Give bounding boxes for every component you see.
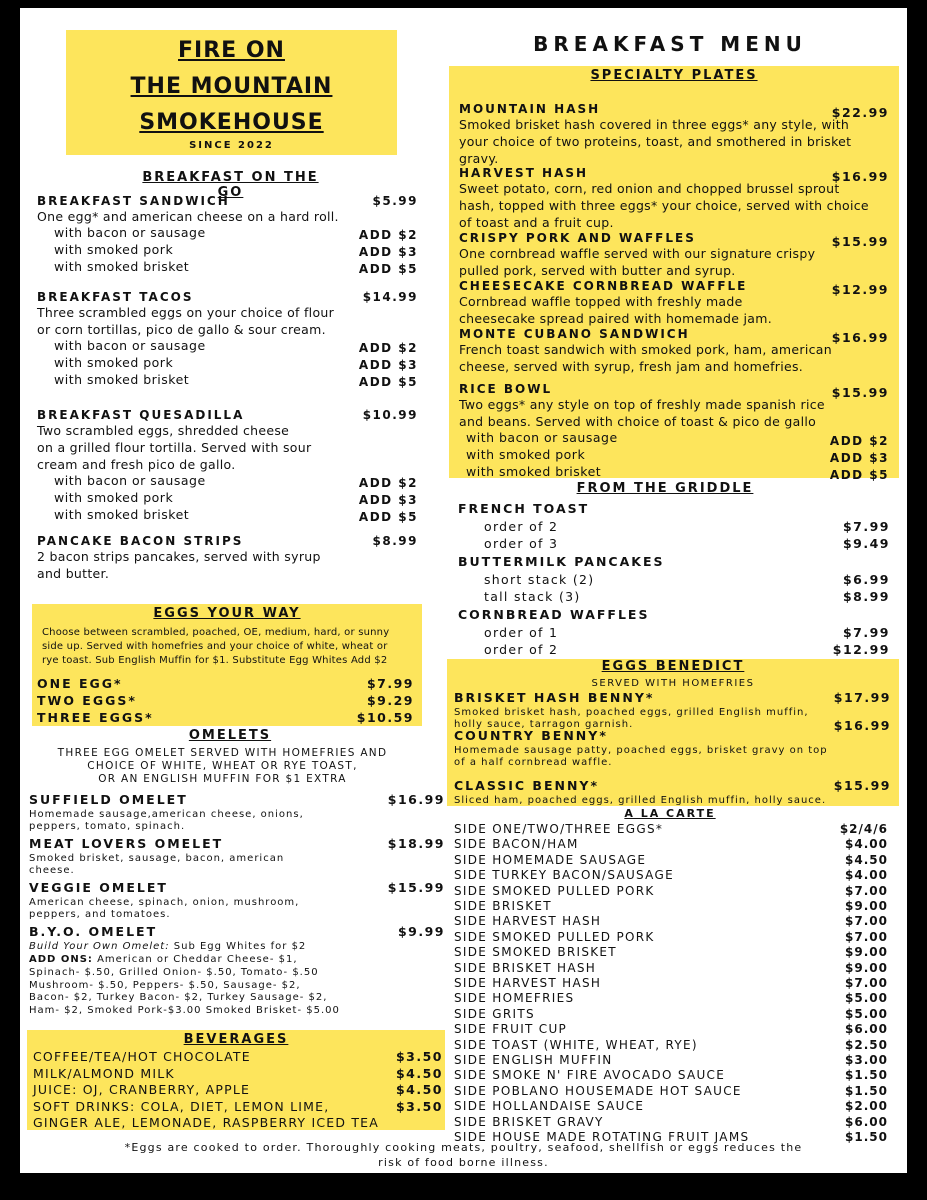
addon-label: with smoked pork bbox=[54, 355, 174, 370]
a-la-carte-item: SIDE BRISKET bbox=[454, 899, 552, 913]
eggs-benedict-box bbox=[447, 659, 899, 806]
specialty-item-description: of toast and a fruit cup. bbox=[459, 215, 614, 230]
omelet-description: peppers, and tomatoes. bbox=[29, 909, 171, 920]
eggs-your-way-description: side up. Served with homefries and your choice of white, wheat or bbox=[42, 641, 388, 652]
benedict-description: Sliced ham, poached eggs, grilled English muffin, holly sauce. bbox=[454, 795, 827, 806]
omelet-price: $15.99 bbox=[387, 880, 445, 895]
a-la-carte-price: $9.00 bbox=[845, 960, 888, 975]
specialty-addon-price: ADD $2 bbox=[829, 434, 889, 448]
beverage-price: $4.50 bbox=[395, 1065, 443, 1081]
griddle-option: tall stack (3) bbox=[484, 589, 581, 604]
specialty-addon-price: ADD $3 bbox=[829, 451, 889, 465]
addon-label: with bacon or sausage bbox=[54, 225, 206, 240]
a-la-carte-price: $5.00 bbox=[845, 991, 888, 1006]
specialty-item-description: Two eggs* any style on top of freshly made spanish rice bbox=[459, 397, 825, 412]
specialty-item-description: Cornbread waffle topped with freshly made bbox=[459, 294, 743, 309]
a-la-carte-item: SIDE BRISKET HASH bbox=[454, 960, 597, 975]
a-la-carte-price: $1.50 bbox=[845, 1130, 888, 1144]
addons-label: ADD ONS: bbox=[29, 954, 93, 965]
addons-line bbox=[29, 953, 429, 966]
specialty-item-description: pulled pork, served with butter and syrup. bbox=[459, 263, 736, 278]
specialty-item-name: CHEESECAKE CORNBREAD WAFFLE bbox=[459, 279, 748, 293]
a-la-carte-item: SIDE HARVEST HASH bbox=[454, 976, 602, 990]
logo-line-2: THE MOUNTAIN bbox=[130, 74, 333, 99]
egg-option-name: THREE EGGS* bbox=[37, 710, 154, 725]
a-la-carte-item: SIDE ENGLISH MUFFIN bbox=[454, 1053, 613, 1067]
addons-line: Bacon- $2, Turkey Bacon- $2, Turkey Sausage- $2, bbox=[29, 992, 328, 1003]
specialty-item-name: MONTE CUBANO SANDWICH bbox=[459, 327, 690, 341]
addon-price: ADD $3 bbox=[358, 245, 418, 259]
a-la-carte-item: SIDE SMOKED PULLED PORK bbox=[454, 883, 655, 898]
griddle-option: order of 3 bbox=[484, 536, 559, 551]
a-la-carte-item: SIDE BRISKET GRAVY bbox=[454, 1114, 604, 1129]
omelet-name: B.Y.O. OMELET bbox=[29, 924, 158, 939]
menu-item-description: Three scrambled eggs on your choice of flour bbox=[37, 305, 335, 320]
griddle-group-name: FRENCH TOAST bbox=[458, 501, 590, 516]
addon-price: ADD $2 bbox=[358, 228, 418, 242]
omelet-description: American cheese, spinach, onion, mushroom, bbox=[29, 897, 300, 908]
logo-line-1: FIRE ON bbox=[178, 38, 285, 63]
a-la-carte-item: SIDE HARVEST HASH bbox=[454, 914, 602, 929]
addon-price: ADD $3 bbox=[358, 358, 418, 372]
menu-item-price: $14.99 bbox=[362, 290, 418, 304]
griddle-option-price: $6.99 bbox=[842, 572, 890, 587]
griddle-option: order of 1 bbox=[484, 625, 559, 640]
benedict-price: $15.99 bbox=[833, 778, 891, 793]
specialty-item-description: your choice of two proteins, toast, and smothered in brisket bbox=[459, 134, 852, 149]
omelets-intro: THREE EGG OMELET SERVED WITH HOMEFRIES AND bbox=[57, 747, 388, 759]
a-la-carte-price: $7.00 bbox=[845, 929, 888, 944]
beverage-price: $3.50 bbox=[395, 1049, 443, 1064]
specialty-item-description: French toast sandwich with smoked pork, ham, american bbox=[459, 342, 832, 357]
a-la-carte-price: $5.00 bbox=[845, 1006, 888, 1021]
section-title-beverages: BEVERAGES bbox=[183, 1032, 289, 1047]
specialty-addon-label: with smoked pork bbox=[466, 447, 586, 462]
omelet-name: SUFFIELD OMELET bbox=[29, 792, 188, 807]
specialty-item-description: and beans. Served with choice of toast & pico de gallo bbox=[459, 414, 817, 429]
addon-label: with smoked brisket bbox=[54, 507, 190, 522]
a-la-carte-price: $7.00 bbox=[845, 976, 888, 990]
benedict-description: holly sauce, tarragon garnish. bbox=[454, 719, 634, 730]
a-la-carte-price: $4.50 bbox=[845, 852, 888, 867]
egg-option-price: $9.29 bbox=[366, 693, 414, 708]
specialty-item-name: HARVEST HASH bbox=[459, 166, 589, 180]
a-la-carte-price: $9.00 bbox=[845, 945, 888, 960]
a-la-carte-item: SIDE HOLLANDAISE SAUCE bbox=[454, 1099, 645, 1114]
specialty-item-price: $16.99 bbox=[831, 330, 889, 345]
griddle-option: order of 2 bbox=[484, 642, 559, 657]
a-la-carte-item: SIDE FRUIT CUP bbox=[454, 1022, 568, 1037]
griddle-option: short stack (2) bbox=[484, 572, 595, 587]
specialty-item-price: $15.99 bbox=[831, 234, 889, 249]
menu-item-description: 2 bacon strips pancakes, served with syrup bbox=[37, 549, 321, 564]
addons-line: Ham- $2, Smoked Pork-$3.00 Smoked Brisket- $5.00 bbox=[29, 1004, 340, 1016]
logo-block bbox=[66, 30, 397, 155]
specialty-item-name: RICE BOWL bbox=[459, 382, 553, 396]
specialty-item-price: $16.99 bbox=[831, 169, 889, 184]
specialty-item-name: CRISPY PORK AND WAFFLES bbox=[459, 231, 696, 245]
a-la-carte-price: $6.00 bbox=[845, 1114, 888, 1129]
a-la-carte-item: SIDE SMOKE N' FIRE AVOCADO SAUCE bbox=[454, 1068, 726, 1083]
logo-since: SINCE 2022 bbox=[189, 140, 274, 151]
menu-item-description: Two scrambled eggs, shredded cheese bbox=[37, 423, 290, 438]
section-title-eggs-your-way: EGGS YOUR WAY bbox=[153, 606, 301, 621]
benedict-subtitle: SERVED WITH HOMEFRIES bbox=[591, 678, 755, 689]
egg-option-name: TWO EGGS* bbox=[37, 693, 137, 708]
addon-price: ADD $5 bbox=[358, 510, 418, 524]
beverage-name: GINGER ALE, LEMONADE, RASPBERRY ICED TEA bbox=[33, 1115, 380, 1130]
menu-item-price: $5.99 bbox=[372, 194, 418, 208]
a-la-carte-price: $4.00 bbox=[845, 837, 888, 852]
omelet-description: Homemade sausage,american cheese, onions, bbox=[29, 809, 304, 820]
section-title-benedict: EGGS BENEDICT bbox=[601, 659, 745, 674]
egg-option-price: $7.99 bbox=[366, 676, 414, 691]
specialty-plates-box bbox=[449, 66, 899, 482]
griddle-option-price: $9.49 bbox=[842, 536, 890, 551]
a-la-carte-item: SIDE GRITS bbox=[454, 1006, 535, 1021]
eggs-your-way-description: rye toast. Sub English Muffin for $1. Substitute Egg Whites Add $2 bbox=[42, 655, 388, 666]
specialty-item-description: hash, topped with three eggs* your choice, served with choice bbox=[459, 198, 869, 213]
beverages-box bbox=[27, 1030, 445, 1130]
a-la-carte-price: $6.00 bbox=[845, 1022, 888, 1037]
a-la-carte-price: $2/4/6 bbox=[839, 822, 888, 836]
beverage-price: $3.50 bbox=[395, 1098, 443, 1114]
menu-title: BREAKFAST MENU bbox=[533, 32, 807, 56]
beverage-price: $4.50 bbox=[395, 1082, 443, 1097]
a-la-carte-item: SIDE HOMEFRIES bbox=[454, 991, 575, 1006]
a-la-carte-item: SIDE TURKEY BACON/SAUSAGE bbox=[454, 868, 674, 883]
specialty-item-description: Smoked brisket hash covered in three eggs* any style, with bbox=[459, 117, 850, 132]
addon-label: with bacon or sausage bbox=[54, 473, 206, 488]
a-la-carte-price: $2.50 bbox=[845, 1037, 888, 1052]
menu-item-price: $10.99 bbox=[362, 408, 418, 422]
byo-sub-text: Sub Egg Whites for $2 bbox=[169, 941, 307, 952]
a-la-carte-price: $4.00 bbox=[845, 868, 888, 883]
menu-item-name: BREAKFAST QUESADILLA bbox=[37, 408, 245, 422]
section-title-specialty: SPECIALTY PLATES bbox=[590, 68, 758, 83]
footer-disclaimer-1: *Eggs are cooked to order. Thoroughly cooking meats, poultry, seafood, shellfish or eggs reduces the bbox=[124, 1141, 803, 1154]
section-title-a-la-carte: A LA CARTE bbox=[624, 807, 716, 820]
a-la-carte-item: SIDE TOAST (WHITE, WHEAT, RYE) bbox=[454, 1037, 698, 1052]
menu-item-name: PANCAKE BACON STRIPS bbox=[37, 534, 244, 548]
addon-label: with smoked pork bbox=[54, 242, 174, 257]
a-la-carte-price: $1.50 bbox=[845, 1068, 888, 1083]
omelet-price: $9.99 bbox=[397, 924, 445, 939]
logo-line-3: SMOKEHOUSE bbox=[139, 110, 324, 135]
benedict-price: $16.99 bbox=[833, 718, 891, 733]
specialty-item-description: cheesecake spread paired with homemade jam. bbox=[459, 311, 773, 326]
beverage-name: SOFT DRINKS: COLA, DIET, LEMON LIME, bbox=[33, 1098, 330, 1114]
benedict-name: COUNTRY BENNY* bbox=[454, 728, 608, 743]
egg-option-name: ONE EGG* bbox=[37, 676, 123, 691]
a-la-carte-price: $7.00 bbox=[845, 883, 888, 898]
griddle-option-price: $8.99 bbox=[842, 589, 890, 604]
addon-label: with smoked brisket bbox=[54, 372, 190, 387]
menu-item-description: or corn tortillas, pico de gallo & sour cream. bbox=[37, 322, 326, 337]
griddle-option-price: $12.99 bbox=[832, 642, 890, 657]
addons-first-line: American or Cheddar Cheese- $1, bbox=[92, 954, 298, 965]
omelet-description: Smoked brisket, sausage, bacon, american bbox=[29, 853, 285, 864]
specialty-item-price: $12.99 bbox=[831, 282, 889, 297]
benedict-name: BRISKET HASH BENNY* bbox=[454, 690, 655, 705]
menu-item-description: and butter. bbox=[37, 566, 110, 581]
menu-item-description: One egg* and american cheese on a hard roll. bbox=[37, 209, 339, 224]
benedict-description: of a half cornbread waffle. bbox=[454, 757, 613, 768]
addon-label: with bacon or sausage bbox=[54, 338, 206, 353]
omelet-description: cheese. bbox=[29, 865, 75, 876]
addon-price: ADD $3 bbox=[358, 493, 418, 507]
a-la-carte-item: SIDE ONE/TWO/THREE EGGS* bbox=[454, 822, 664, 836]
section-title-griddle: FROM THE GRIDDLE bbox=[576, 481, 754, 496]
menu-item-description: cream and fresh pico de gallo. bbox=[37, 457, 236, 472]
addon-label: with smoked brisket bbox=[54, 259, 190, 274]
omelet-price: $16.99 bbox=[387, 792, 445, 807]
egg-option-price: $10.59 bbox=[356, 710, 414, 725]
footer-disclaimer-2: risk of food borne illness. bbox=[378, 1156, 549, 1169]
menu-item-description: on a grilled flour tortilla. Served with sour bbox=[37, 440, 312, 455]
addon-price: ADD $5 bbox=[358, 375, 418, 389]
section-title-on-the-go: BREAKFAST ON THE GO bbox=[142, 170, 319, 200]
griddle-option-price: $7.99 bbox=[842, 625, 890, 640]
menu-item-name: BREAKFAST TACOS bbox=[37, 290, 194, 304]
specialty-item-name: MOUNTAIN HASH bbox=[459, 102, 601, 116]
eggs-your-way-box bbox=[32, 604, 422, 726]
a-la-carte-item: SIDE SMOKED PULLED PORK bbox=[454, 929, 655, 944]
a-la-carte-item: SIDE SMOKED BRISKET bbox=[454, 945, 617, 960]
specialty-addon-label: with bacon or sausage bbox=[466, 430, 618, 445]
benedict-price: $17.99 bbox=[833, 690, 891, 705]
beverage-name: JUICE: OJ, CRANBERRY, APPLE bbox=[33, 1082, 251, 1097]
a-la-carte-item: SIDE HOUSE MADE ROTATING FRUIT JAMS bbox=[454, 1130, 750, 1144]
benedict-description: Smoked brisket hash, poached eggs, grilled English muffin, bbox=[454, 707, 809, 718]
a-la-carte-price: $9.00 bbox=[845, 899, 888, 913]
eggs-your-way-description: Choose between scrambled, poached, OE, medium, hard, or sunny bbox=[42, 627, 390, 638]
a-la-carte-item: SIDE BACON/HAM bbox=[454, 837, 579, 852]
addon-price: ADD $5 bbox=[358, 262, 418, 276]
addons-line: Spinach- $.50, Grilled Onion- $.50, Tomato- $.50 bbox=[29, 967, 319, 978]
beverage-name: MILK/ALMOND MILK bbox=[33, 1065, 175, 1081]
griddle-option: order of 2 bbox=[484, 519, 559, 534]
benedict-name: CLASSIC BENNY* bbox=[454, 778, 600, 793]
omelet-price: $18.99 bbox=[387, 836, 445, 851]
byo-label: Build Your Own Omelet: bbox=[29, 941, 170, 952]
specialty-item-description: cheese, served with syrup, fresh jam and homefries. bbox=[459, 359, 804, 374]
addon-price: ADD $2 bbox=[358, 476, 418, 490]
specialty-item-price: $22.99 bbox=[831, 105, 889, 120]
a-la-carte-price: $1.50 bbox=[845, 1083, 888, 1098]
section-title-omelets: OMELETS bbox=[188, 728, 272, 743]
specialty-item-price: $15.99 bbox=[831, 385, 889, 400]
menu-item-price: $8.99 bbox=[372, 534, 418, 548]
griddle-group-name: BUTTERMILK PANCAKES bbox=[458, 554, 665, 569]
specialty-item-description: gravy. bbox=[459, 151, 499, 166]
a-la-carte-item: SIDE HOMEMADE SAUSAGE bbox=[454, 852, 647, 867]
a-la-carte-price: $3.00 bbox=[845, 1053, 888, 1067]
specialty-item-description: One cornbread waffle served with our signature crispy bbox=[459, 246, 816, 261]
specialty-addon-label: with smoked brisket bbox=[466, 464, 602, 479]
omelet-description: peppers, tomato, spinach. bbox=[29, 821, 186, 832]
a-la-carte-price: $7.00 bbox=[845, 914, 888, 929]
omelets-intro: CHOICE OF WHITE, WHEAT OR RYE TOAST, bbox=[87, 760, 358, 772]
omelets-intro: OR AN ENGLISH MUFFIN FOR $1 EXTRA bbox=[98, 773, 347, 785]
menu-page bbox=[20, 8, 907, 1173]
omelet-name: MEAT LOVERS OMELET bbox=[29, 836, 224, 851]
menu-item-name: BREAKFAST SANDWICH bbox=[37, 194, 230, 208]
addon-price: ADD $2 bbox=[358, 341, 418, 355]
addons-line: Mushroom- $.50, Peppers- $.50, Sausage- $2, bbox=[29, 979, 301, 991]
beverage-name: COFFEE/TEA/HOT CHOCOLATE bbox=[33, 1049, 251, 1064]
addon-label: with smoked pork bbox=[54, 490, 174, 505]
benedict-description: Homemade sausage patty, poached eggs, brisket gravy on top bbox=[454, 745, 828, 756]
griddle-option-price: $7.99 bbox=[842, 519, 890, 534]
specialty-addon-price: ADD $5 bbox=[829, 468, 889, 482]
byo-text bbox=[29, 940, 429, 953]
a-la-carte-price: $2.00 bbox=[845, 1099, 888, 1114]
omelet-name: VEGGIE OMELET bbox=[29, 880, 168, 895]
a-la-carte-item: SIDE POBLANO HOUSEMADE HOT SAUCE bbox=[454, 1083, 742, 1098]
griddle-group-name: CORNBREAD WAFFLES bbox=[458, 607, 650, 622]
specialty-item-description: Sweet potato, corn, red onion and chopped brussel sprout bbox=[459, 181, 840, 196]
